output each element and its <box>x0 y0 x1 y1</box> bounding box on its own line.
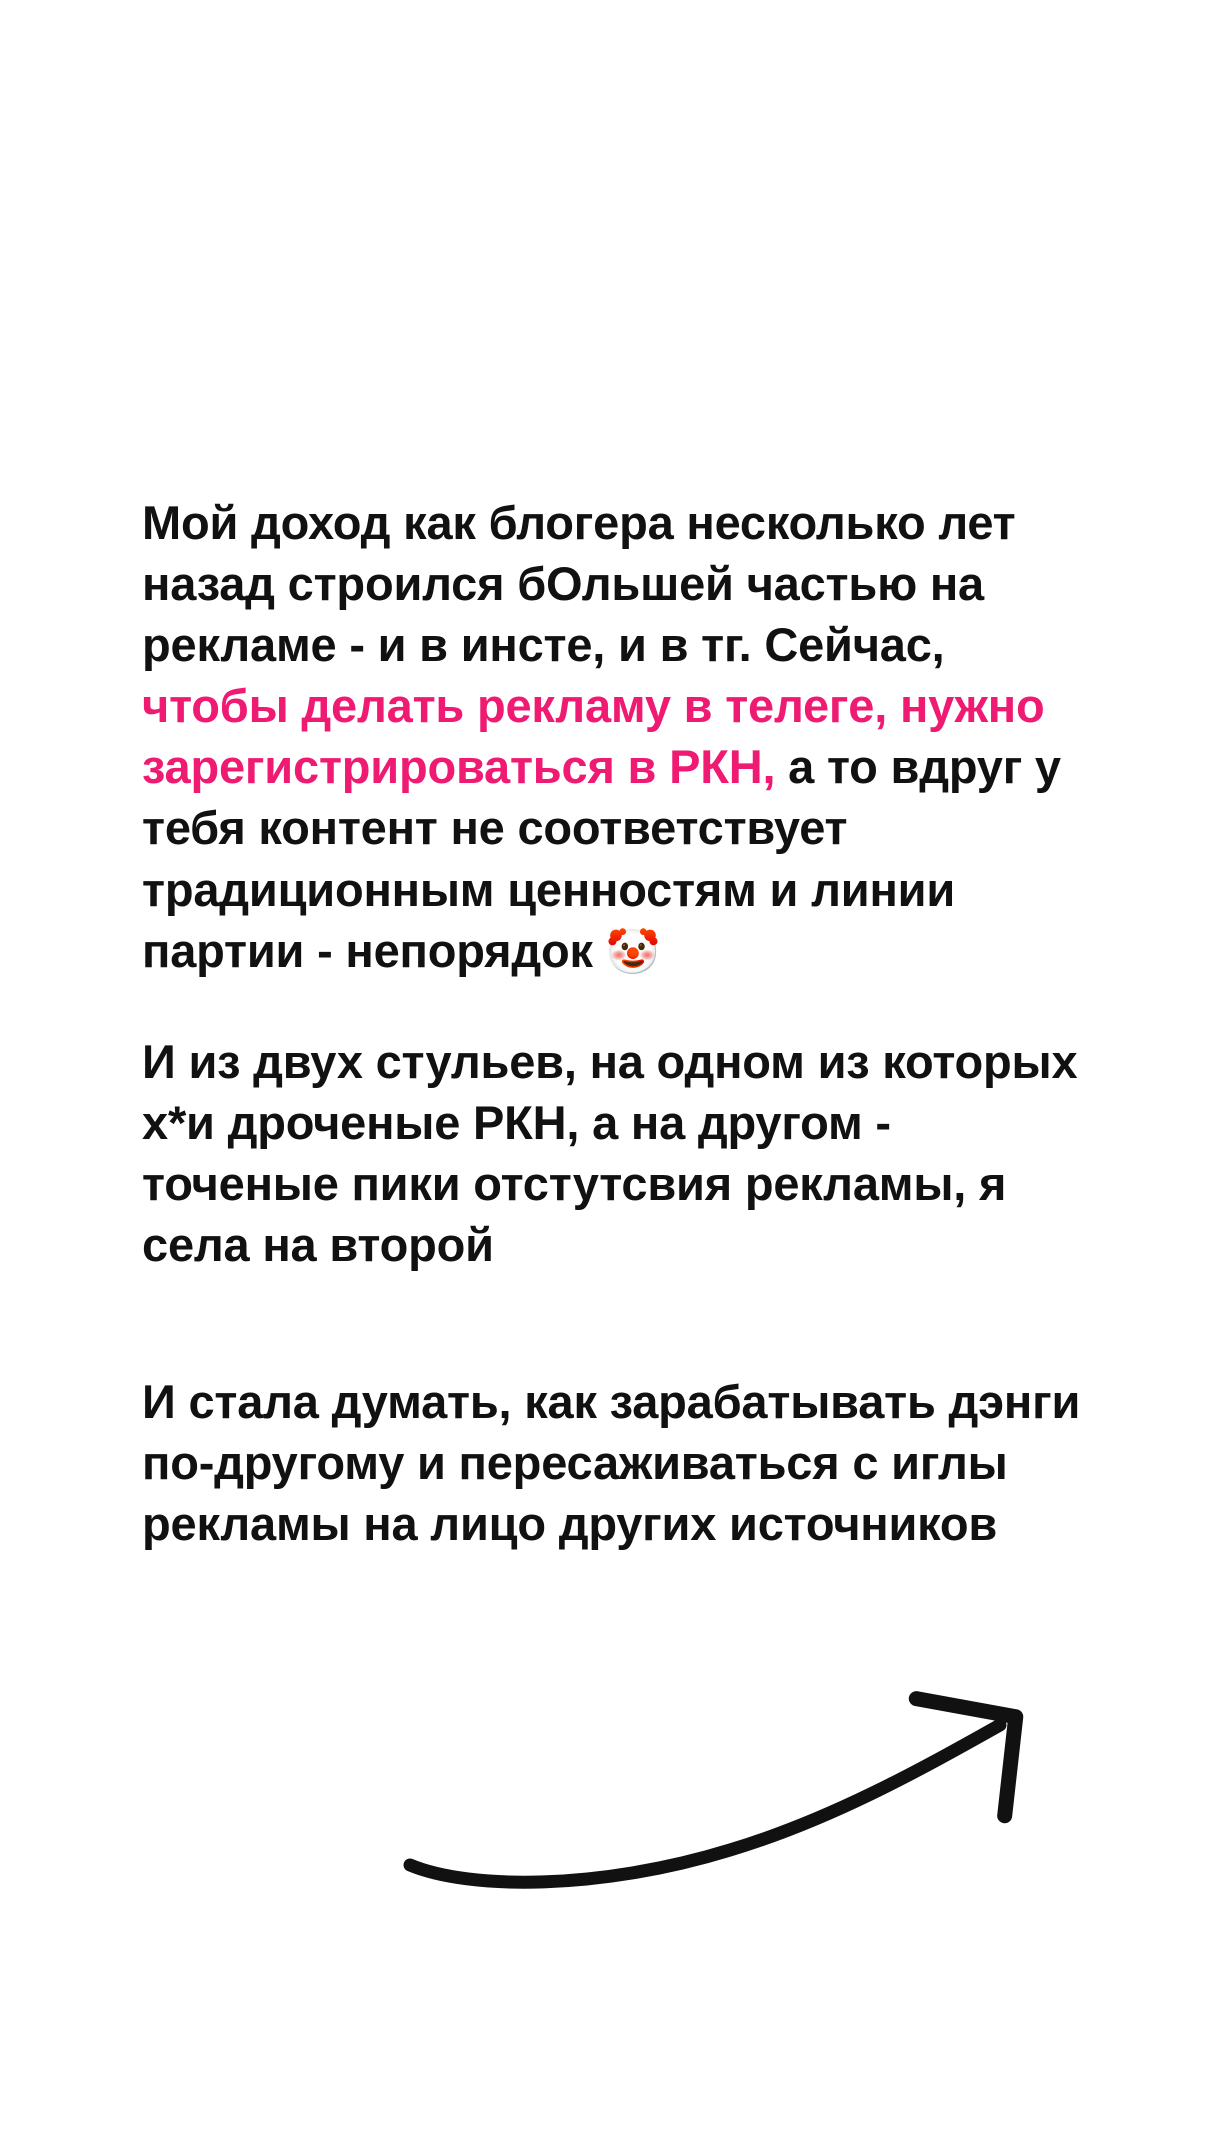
paragraph-1-segment-2: - и в инсте, и в тг. Сейчас, <box>349 618 945 672</box>
story-text-block <box>142 492 1082 1554</box>
paragraph-1 <box>142 492 1082 981</box>
paragraph-2 <box>142 1031 1082 1275</box>
clown-face-emoji: 🤡 <box>605 927 661 977</box>
paragraph-3 <box>142 1371 1082 1554</box>
paragraph-2-segment-1: И из двух стульев, на одном из которых х*и дроченые РКН, а на другом - точеные пики отстутсвия рекламы, я села на второй <box>142 1034 1078 1272</box>
paragraph-3-segment-1: И стала думать, как зарабатывать дэнги по-другому и пересаживаться с иглы рекламы на лицо других источников <box>142 1375 1081 1551</box>
curved-right-arrow-icon <box>400 1690 1100 1910</box>
paragraph-1-segment-4: а то вдруг у тебя контент не соответствует традиционным ценностям и линии партии - непорядок <box>142 740 1061 977</box>
paragraph-1-segment-1: Мой доход как блогера несколько лет назад строился бОльшей частью на рекламе <box>142 496 1016 672</box>
paragraph-1-highlight: чтобы делать рекламу в телеге, нужно зарегистрироваться в РКН, <box>142 679 1045 794</box>
